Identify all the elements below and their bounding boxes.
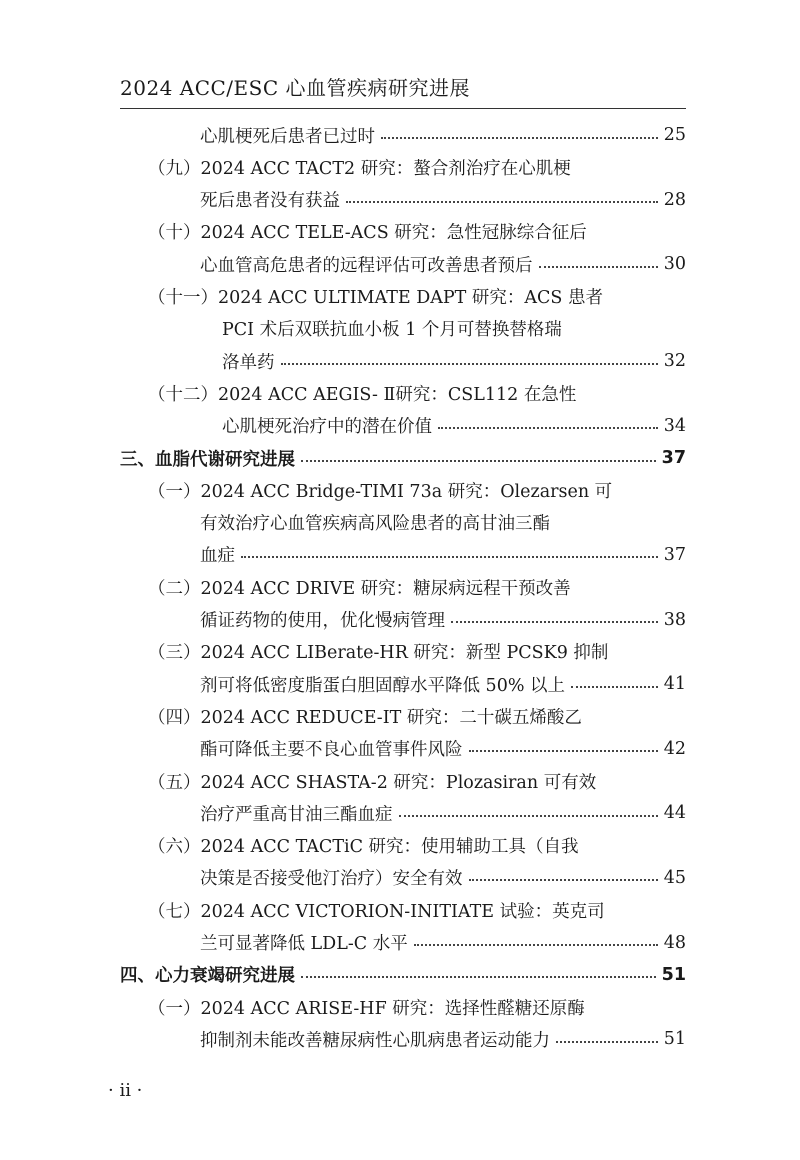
toc-section-heading[interactable] [120,443,686,473]
toc-entry-number: （四） [148,707,201,728]
running-title: 2024 ACC/ESC 心血管疾病研究进展 [120,76,471,100]
toc-entry-title: 心血管高危患者的远程评估可改善患者预后 [200,255,533,276]
toc-entry-title: 2024 ACC TELE-ACS 研究：急性冠脉综合征后 [200,223,587,244]
dot-leader [346,200,658,203]
toc-entry-line[interactable] [222,314,562,344]
toc-entry-title: 2024 ACC LIBerate-HR 研究：新型 PCSK9 抑制 [200,643,609,664]
toc-entry-line[interactable] [200,734,686,764]
toc-page-number: 38 [663,609,686,630]
toc-entry-title: 心肌梗死后患者已过时 [200,126,375,147]
toc-entry-number: （二） [148,578,201,599]
toc-entry-line[interactable] [148,217,587,247]
toc-entry-number: （三） [148,643,201,664]
toc-entry-number: （九） [148,158,201,179]
toc-entry-title: 2024 ACC REDUCE-IT 研究：二十碳五烯酸乙 [200,707,582,728]
toc-entry-title: 2024 ACC TACT2 研究：螯合剂治疗在心肌梗 [200,158,571,179]
toc-entry-title: 2024 ACC DRIVE 研究：糖尿病远程干预改善 [200,578,571,599]
toc-entry-line[interactable] [200,120,686,150]
dot-leader [241,555,658,558]
toc-entry-title: 2024 ACC ULTIMATE DAPT 研究：ACS 患者 [218,288,603,308]
toc-page-number: 32 [663,351,686,372]
toc-entry-line[interactable] [148,282,603,312]
toc-entry-line[interactable] [200,249,686,279]
toc-page-number: 25 [663,125,686,145]
toc-page-number: 37 [661,448,686,468]
toc-entry-line[interactable] [200,185,686,215]
dot-leader [301,975,656,978]
toc-entry-title: 决策是否接受他汀治疗）安全有效 [200,869,463,890]
toc-entry-line[interactable] [200,798,686,828]
toc-entry-line[interactable] [148,766,596,796]
dot-leader [451,620,658,623]
toc-entry-title: 2024 ACC VICTORION-INITIATE 试验：英克司 [200,901,605,922]
toc-entry-number: （六） [148,837,201,858]
toc-entry-title: 酯可降低主要不良心血管事件风险 [200,740,463,761]
toc-entry-line[interactable] [148,895,605,925]
toc-entry-number: （七） [148,901,201,922]
dot-leader [399,814,658,817]
toc-entry-title: 2024 ACC TACTiC 研究：使用辅助工具（自我 [200,837,579,858]
dot-leader [438,426,658,429]
toc-entry-line[interactable] [148,572,571,602]
toc-entry-line[interactable] [148,378,576,408]
dot-leader [281,362,658,365]
toc-entry-line[interactable] [148,992,585,1022]
toc-entry-number: （十二） [148,384,218,405]
toc-entry-line[interactable] [222,411,686,441]
toc-page-number: 45 [663,867,686,888]
toc-page-number: 48 [663,932,686,953]
page-number: · ii · [108,1080,143,1101]
toc-entry-title: 2024 ACC Bridge-TIMI 73a 研究：Olezarsen 可 [200,481,613,502]
toc-entry-number: （一） [148,481,201,502]
toc-entry-line[interactable] [148,475,612,505]
dot-leader [414,943,658,946]
dot-leader [301,459,656,462]
toc-entry-line[interactable] [222,346,686,376]
toc-entry-line[interactable] [148,637,608,667]
toc-entry-title: 抑制剂未能改善糖尿病性心肌病患者运动能力 [200,1030,550,1051]
toc-page-number: 37 [663,544,686,565]
toc-entry-line[interactable] [148,831,579,861]
toc-entry-title: 洛单药 [222,352,275,373]
toc-entry-number: （十一） [148,288,218,308]
toc-page-number: 51 [663,1029,686,1050]
toc-entry-title: 三、血脂代谢研究进展 [120,449,295,470]
dot-leader [556,1040,658,1043]
toc-page-number: 28 [663,189,686,210]
toc-entry-title: 2024 ACC AEGIS- Ⅱ研究：CSL112 在急性 [218,384,577,405]
toc-entry-title: 2024 ACC ARISE-HF 研究：选择性醛糖还原酶 [200,998,585,1019]
dot-leader [381,136,658,139]
toc-page-number: 34 [663,415,686,436]
toc-entry-number: （十） [148,223,201,244]
dot-leader [469,878,658,881]
toc-entry-title: 血症 [200,546,235,567]
toc-entry-title: 四、心力衰竭研究进展 [120,966,295,987]
toc-page-number: 44 [663,803,686,824]
toc-entry-line[interactable] [148,701,582,731]
toc-entry-number: （五） [148,772,201,793]
toc-entry-title: 兰可显著降低 LDL-C 水平 [200,934,408,954]
toc-entry-title: PCI 术后双联抗血小板 1 个月可替换替格瑞 [222,320,562,341]
dot-leader [469,749,658,752]
toc-entry-title: 死后患者没有获益 [200,191,340,212]
toc-entry-line[interactable] [200,669,686,699]
toc-entry-line[interactable] [200,508,550,538]
toc-page-number: 30 [663,254,686,275]
dot-leader [539,265,658,268]
toc-page-number: 41 [663,674,686,695]
toc-section-heading[interactable] [120,960,686,990]
toc-entry-title: 有效治疗心血管疾病高风险患者的高甘油三酯 [200,514,550,535]
toc-entry-line[interactable] [148,152,571,182]
toc-entry-line[interactable] [200,605,686,635]
toc-entry-title: 2024 ACC SHASTA-2 研究：Plozasiran 可有效 [200,772,597,793]
toc-entry-line[interactable] [200,863,686,893]
toc-entry-line[interactable] [200,928,686,958]
toc-entry-number: （一） [148,998,201,1019]
toc-entry-title: 心肌梗死治疗中的潜在价值 [222,417,432,438]
toc-entry-title: 循证药物的使用，优化慢病管理 [200,611,445,631]
toc-entry-line[interactable] [200,1024,686,1054]
toc-entry-line[interactable] [200,540,686,570]
toc-entry-title: 治疗严重高甘油三酯血症 [200,804,393,825]
toc-entry-title: 剂可将低密度脂蛋白胆固醇水平降低 50% 以上 [200,675,566,696]
toc-page-number: 42 [663,738,686,759]
toc-page-number: 51 [661,964,686,985]
dot-leader [571,685,658,688]
